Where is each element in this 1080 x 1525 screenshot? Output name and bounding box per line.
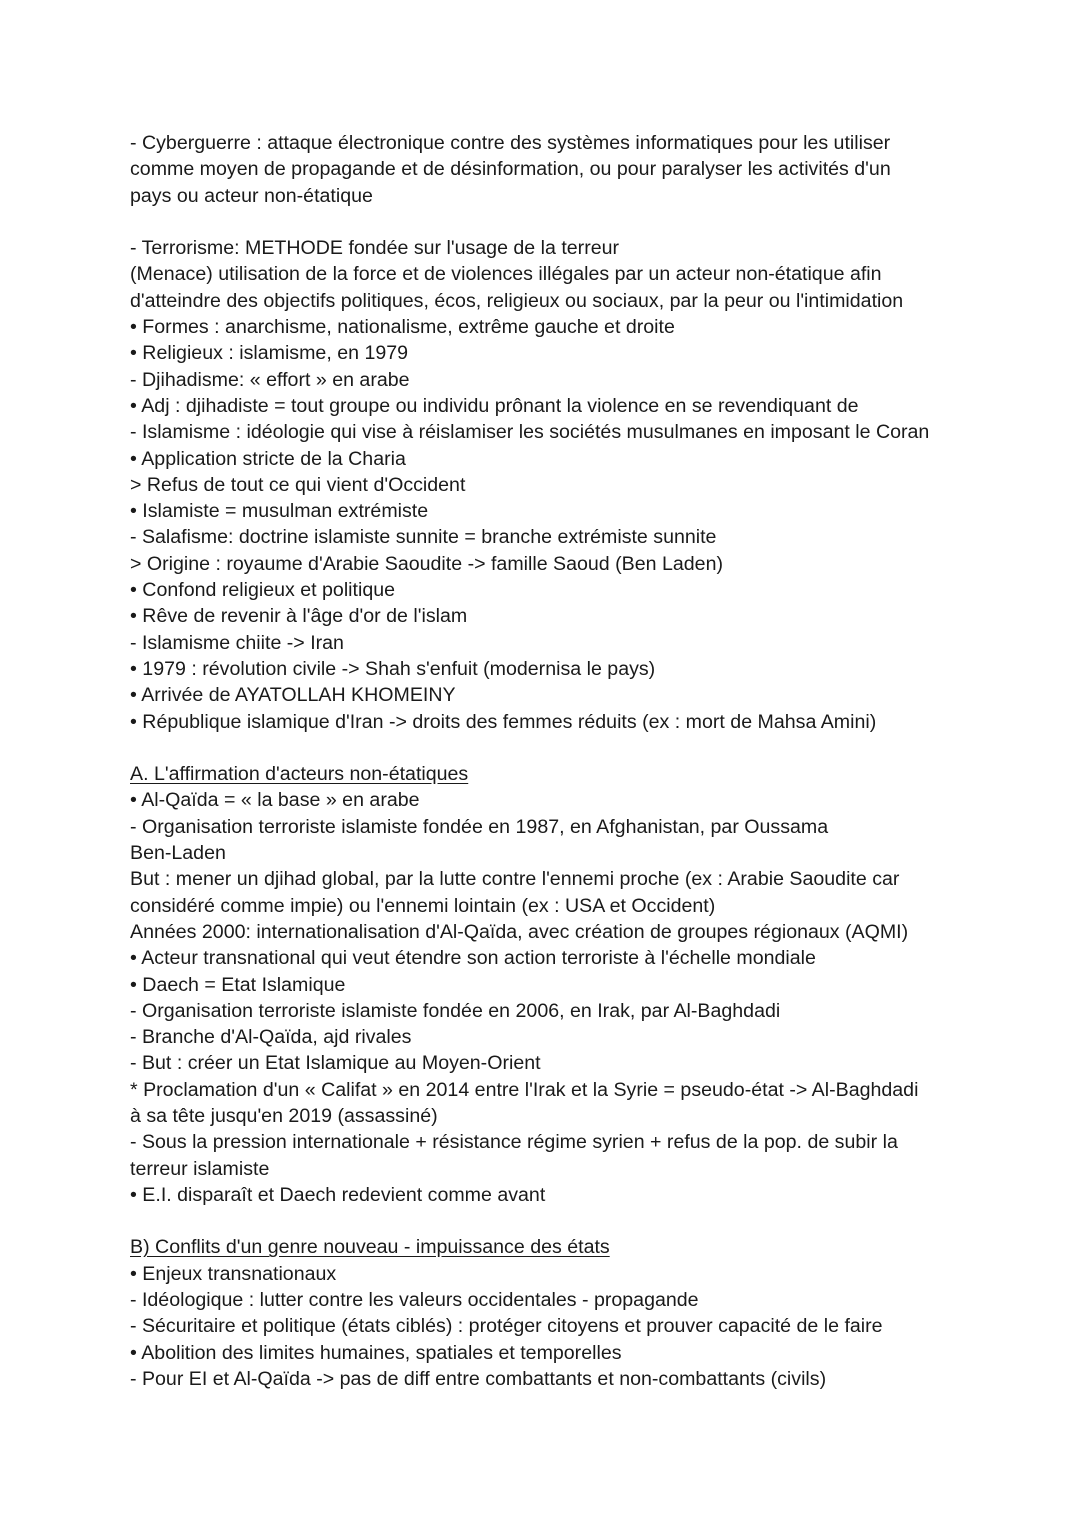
text-line: • Adj : djihadiste = tout groupe ou individu prônant la violence en se revendiquant de <box>130 394 859 417</box>
text-line: - Idéologique : lutter contre les valeurs occidentales - propagande <box>130 1289 699 1312</box>
text-line: - Islamisme : idéologie qui vise à réislamiser les sociétés musulmanes en imposant le Coran <box>130 421 930 444</box>
text-line: considéré comme impie) ou l'ennemi lointain (ex : USA et Occident) <box>130 894 716 917</box>
text-line: • République islamique d'Iran -> droits des femmes réduits (ex : mort de Mahsa Amini) <box>130 710 877 733</box>
text-line: - Organisation terroriste islamiste fondée en 2006, en Irak, par Al-Baghdadi <box>130 999 781 1022</box>
text-line: - Djihadisme: « effort » en arabe <box>130 368 410 391</box>
text-line: pays ou acteur non-étatique <box>130 184 373 207</box>
text-line: • Religieux : islamisme, en 1979 <box>130 342 409 365</box>
text-line: terreur islamiste <box>130 1157 270 1180</box>
text-line: - Terrorisme: METHODE fondée sur l'usage de la terreur <box>130 237 620 260</box>
document-page <box>130 130 1010 1392</box>
section-heading-b: B) Conflits d'un genre nouveau - impuissance des états <box>130 1236 610 1259</box>
blank-line <box>130 1208 1010 1234</box>
text-line: • Arrivée de AYATOLLAH KHOMEINY <box>130 684 456 707</box>
text-line: • E.I. disparaît et Daech redevient comme avant <box>130 1183 546 1206</box>
text-line: Ben-Laden <box>130 842 226 865</box>
text-line: • Islamiste = musulman extrémiste <box>130 500 429 523</box>
text-line: • Acteur transnational qui veut étendre son action terroriste à l'échelle mondiale <box>130 947 816 970</box>
text-line: - Sous la pression internationale + résistance régime syrien + refus de la pop. de subir la <box>130 1131 898 1154</box>
text-line: • Formes : anarchisme, nationalisme, extrême gauche et droite <box>130 316 675 339</box>
text-line: • 1979 : révolution civile -> Shah s'enfuit (modernisa le pays) <box>130 657 656 680</box>
text-line: > Refus de tout ce qui vient d'Occident <box>130 473 466 496</box>
text-line: - Cyberguerre : attaque électronique contre des systèmes informatiques pour les utiliser <box>130 132 891 154</box>
text-line: - Branche d'Al-Qaïda, ajd rivales <box>130 1026 412 1049</box>
text-line: d'atteindre des objectifs politiques, écos, religieux ou sociaux, par la peur ou l'intimidation <box>130 289 904 312</box>
text-line: • Al-Qaïda = « la base » en arabe <box>130 789 420 812</box>
text-line: • Daech = Etat Islamique <box>130 973 346 996</box>
text-line: à sa tête jusqu'en 2019 (assassiné) <box>130 1104 438 1127</box>
text-line: • Rêve de revenir à l'âge d'or de l'islam <box>130 605 468 628</box>
text-line: > Origine : royaume d'Arabie Saoudite -> famille Saoud (Ben Laden) <box>130 552 723 575</box>
text-line: • Application stricte de la Charia <box>130 447 406 470</box>
text-line: - Organisation terroriste islamiste fondée en 1987, en Afghanistan, par Oussama <box>130 815 829 838</box>
text-line: Années 2000: internationalisation d'Al-Qaïda, avec création de groupes régionaux (AQMI) <box>130 920 909 943</box>
text-line: • Enjeux transnationaux <box>130 1262 337 1285</box>
text-line: - Sécuritaire et politique (états ciblés) : protéger citoyens et prouver capacité de le faire <box>130 1315 883 1338</box>
text-line: • Abolition des limites humaines, spatiales et temporelles <box>130 1341 622 1364</box>
text-line: * Proclamation d'un « Califat » en 2014 entre l'Irak et la Syrie = pseudo-état -> Al-Baghdadi <box>130 1078 919 1101</box>
text-line: comme moyen de propagande et de désinformation, ou pour paralyser les activités d'un <box>130 158 891 181</box>
section-heading-a: A. L'affirmation d'acteurs non-étatiques <box>130 763 469 786</box>
text-line: (Menace) utilisation de la force et de violences illégales par un acteur non-étatique afin <box>130 263 882 286</box>
blank-line <box>130 735 1010 761</box>
text-line: - But : créer un Etat Islamique au Moyen-Orient <box>130 1052 541 1075</box>
blank-line <box>130 209 1010 235</box>
text-line: - Salafisme: doctrine islamiste sunnite = branche extrémiste sunnite <box>130 526 717 549</box>
text-line: - Pour EI et Al-Qaïda -> pas de diff entre combattants et non-combattants (civils) <box>130 1367 827 1390</box>
text-line: - Islamisme chiite -> Iran <box>130 631 344 654</box>
text-line: • Confond religieux et politique <box>130 579 396 602</box>
text-line: But : mener un djihad global, par la lutte contre l'ennemi proche (ex : Arabie Saoudite car <box>130 868 900 891</box>
